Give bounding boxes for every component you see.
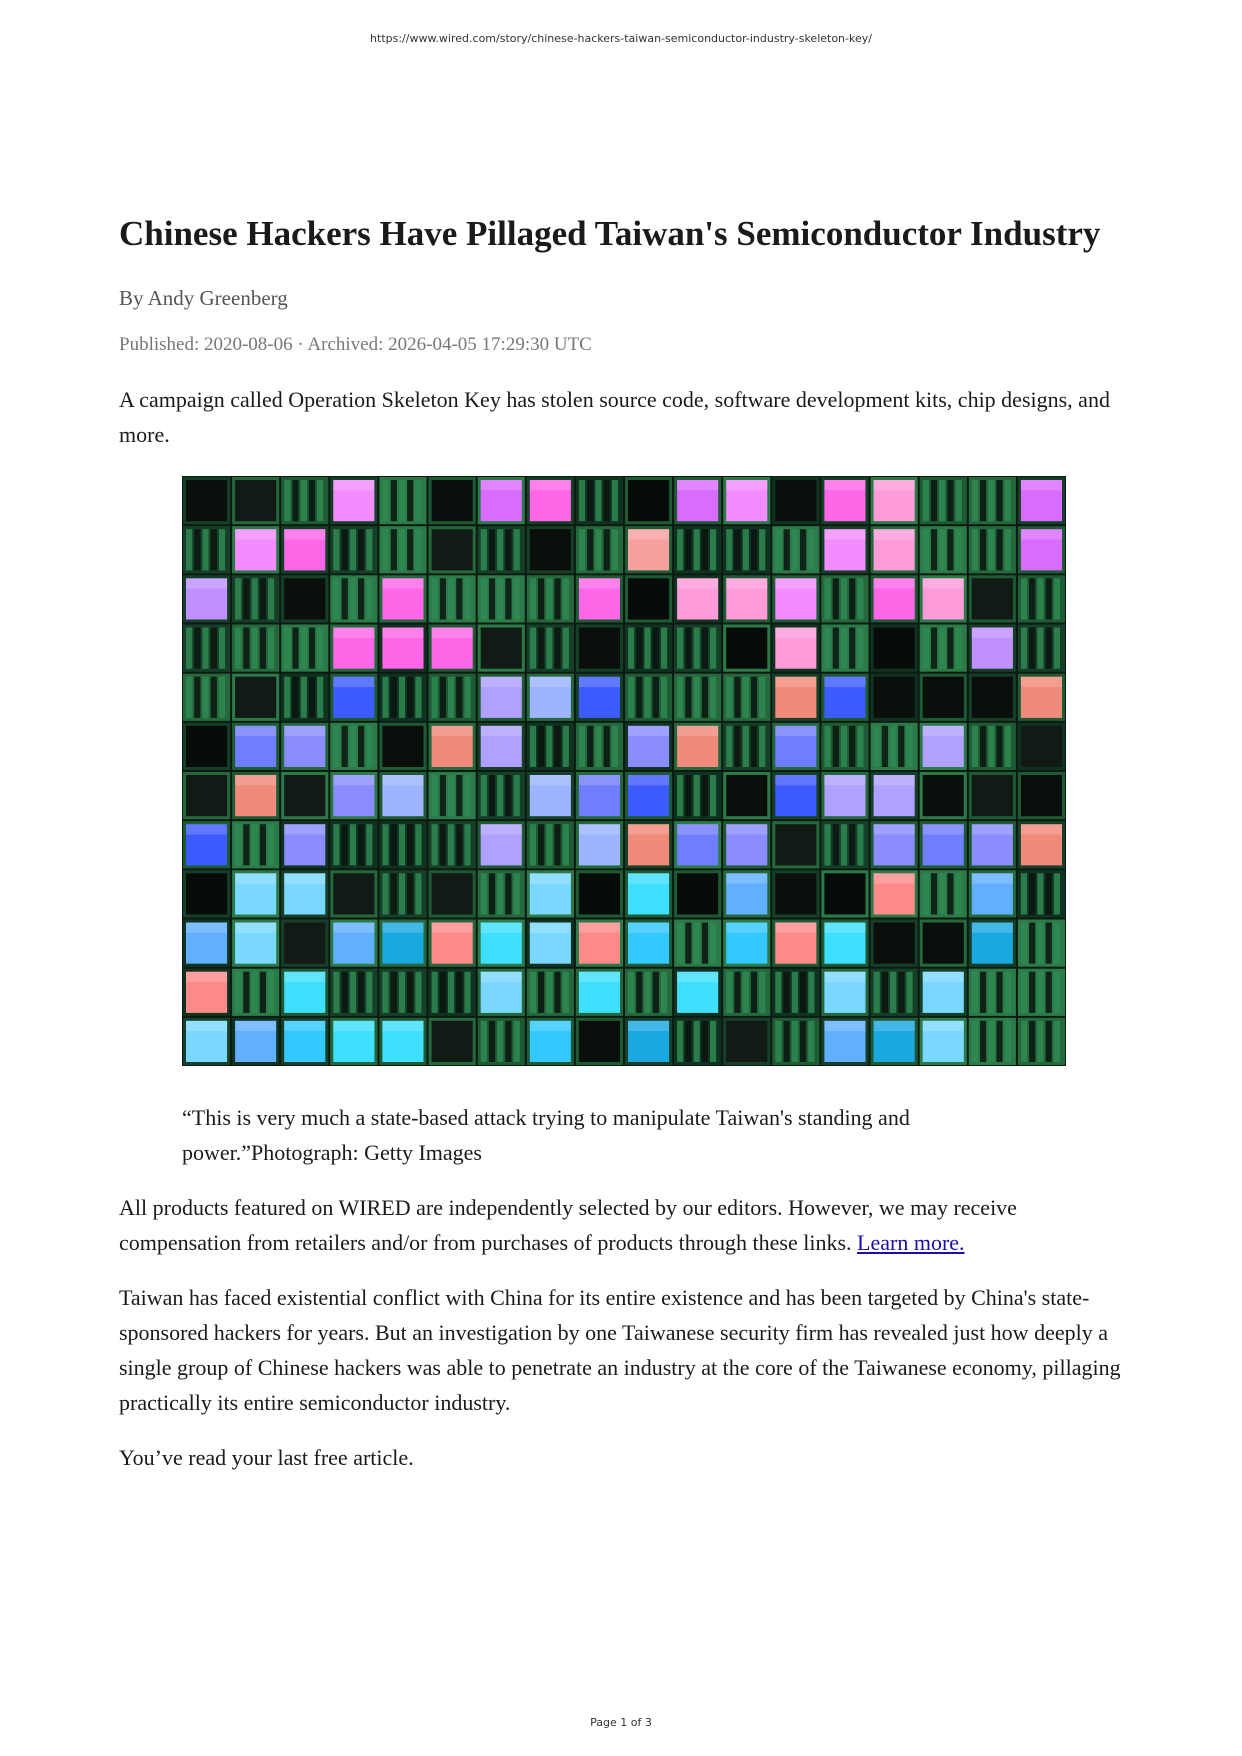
article-byline: By Andy Greenberg: [119, 286, 288, 310]
article-figure: [182, 476, 1066, 1170]
paywall-notice: You’ve read your last free article.: [119, 1445, 414, 1470]
affiliate-disclosure-text: All products featured on WIRED are independently selected by our editors. However, we may receive compensation from retailers and/or from purchases of products through these links.: [119, 1195, 1017, 1255]
affiliate-disclosure: [119, 1190, 1129, 1260]
page-number: Page 1 of 3: [590, 1716, 652, 1729]
article-body-paragraph: Taiwan has faced existential conflict with China for its entire existence and has been targeted by China's state-sponsored hackers for years. But an investigation by one Taiwanese security firm has revealed just how deeply a single group of Chinese hackers was able to penetrate an industry at the core of the Taiwanese economy, pillaging practically its entire semiconductor industry.: [119, 1285, 1121, 1415]
article-dek: A campaign called Operation Skeleton Key has stolen source code, software development kits, chip designs, and more.: [119, 387, 1110, 447]
article-title: Chinese Hackers Have Pillaged Taiwan's Semiconductor Industry: [119, 214, 1101, 253]
semiconductor-wafer-photo: [182, 476, 1066, 1066]
article-dates: Published: 2020-08-06 · Archived: 2026-04-05 17:29:30 UTC: [119, 334, 592, 355]
learn-more-link[interactable]: Learn more.: [857, 1230, 965, 1255]
page-url-header: https://www.wired.com/story/chinese-hackers-taiwan-semiconductor-industry-skeleton-key/: [370, 32, 872, 45]
article: [119, 210, 1129, 1475]
figure-caption: “This is very much a state-based attack trying to manipulate Taiwan's standing and power.”Photograph: Getty Images: [182, 1105, 910, 1165]
